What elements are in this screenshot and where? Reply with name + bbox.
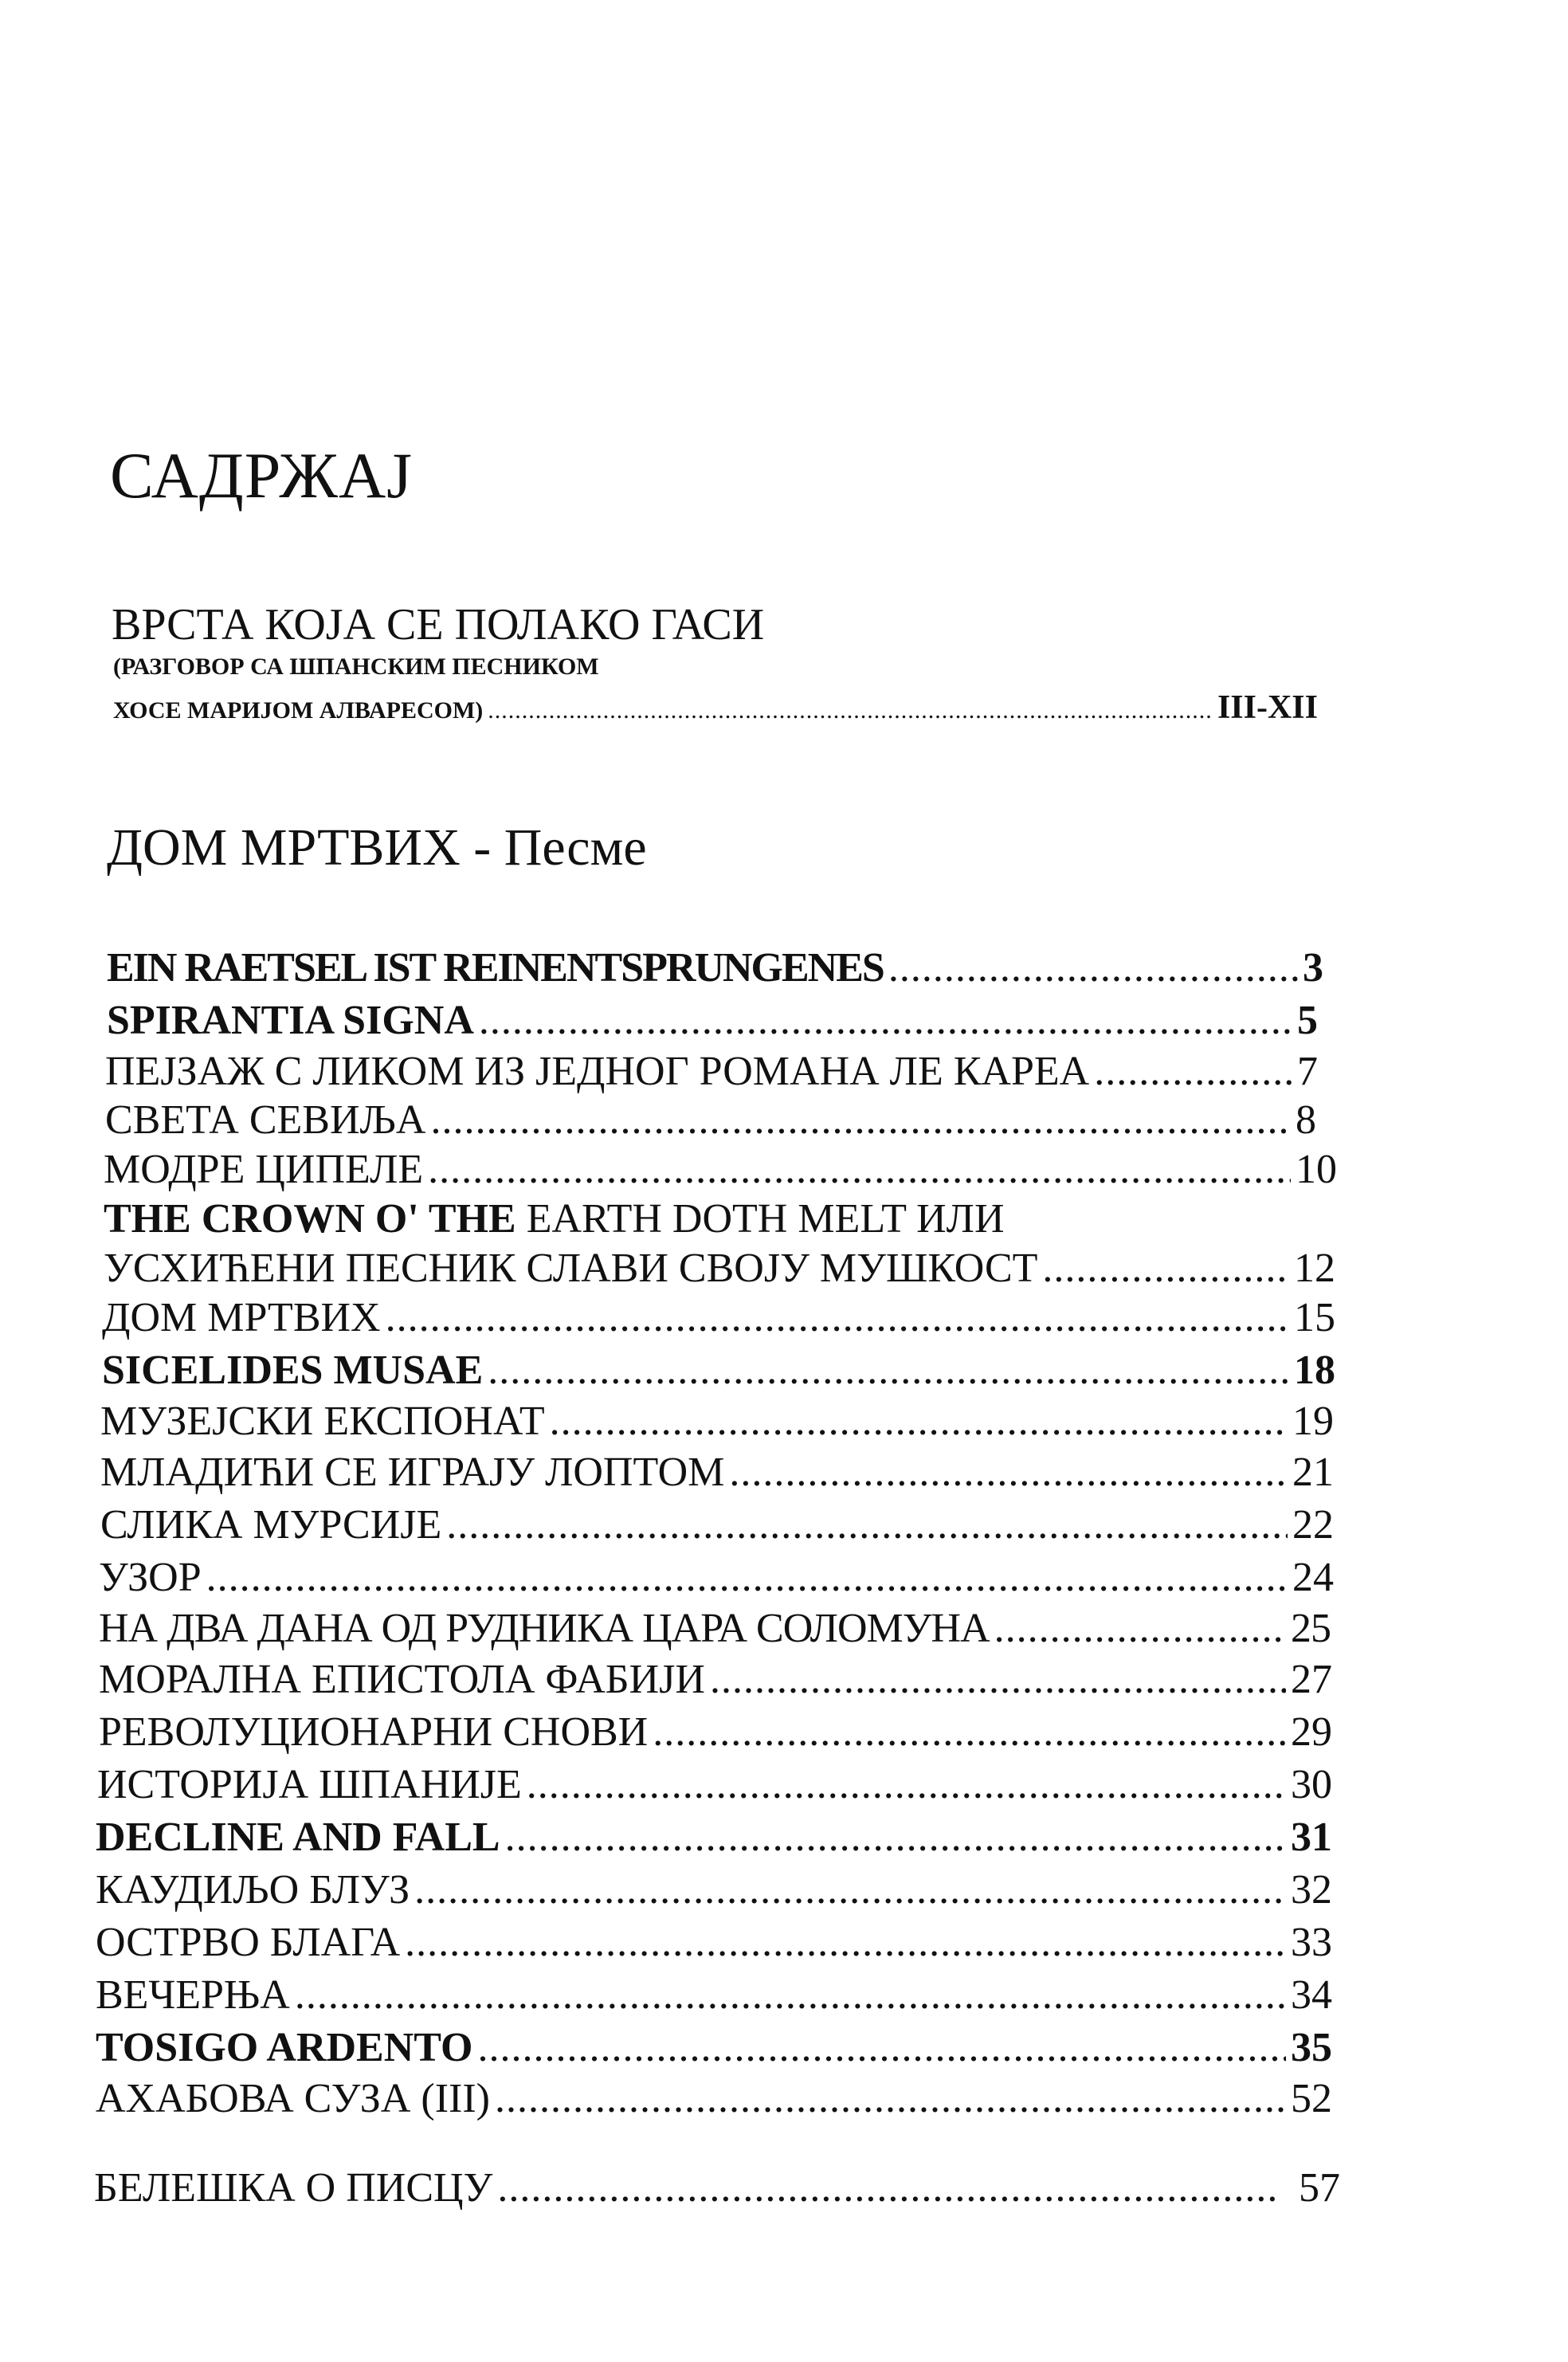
toc-entry-title: МОДРЕ ЦИПЕЛЕ (104, 1147, 424, 1192)
dot-leader (550, 1396, 1288, 1447)
toc-entry-page: 57 (1299, 2165, 1340, 2211)
toc-entry-page: 30 (1291, 1762, 1332, 1807)
toc-entry-title: ИСТОРИЈА ШПАНИЈЕ (97, 1762, 522, 1807)
toc-entry-intro (113, 689, 1318, 726)
toc-entry-page: 19 (1292, 1399, 1334, 1444)
toc-entry-page: 5 (1297, 998, 1318, 1043)
toc-entry-page: 15 (1294, 1295, 1335, 1340)
toc-entry (99, 1552, 1334, 1603)
toc-entry (100, 1447, 1334, 1498)
toc-entry (102, 1345, 1335, 1396)
toc-entry-page: 32 (1291, 1867, 1332, 1913)
dot-leader (1094, 1046, 1292, 1097)
toc-entry (96, 1970, 1332, 2021)
toc-entry (99, 1654, 1332, 1705)
dot-leader (386, 1293, 1289, 1344)
intro-title: ВРСТА КОЈА СЕ ПОЛАКО ГАСИ (112, 600, 765, 649)
toc-entry-page: 33 (1291, 1920, 1332, 1965)
toc-entry-title: МОРАЛНА ЕПИСТОЛА ФАБИЈИ (99, 1657, 705, 1702)
dot-leader (1042, 1243, 1289, 1294)
toc-entry-page: III-XII (1217, 689, 1318, 726)
toc-entry-page: 25 (1291, 1606, 1331, 1651)
toc-entry-page: 10 (1296, 1147, 1337, 1192)
toc-entry (99, 1603, 1331, 1654)
toc-entry-title: НА ДВА ДАНА ОД РУДНИКА ЦАРА СОЛОМУНА (99, 1606, 990, 1651)
toc-entry-page: 7 (1297, 1049, 1318, 1094)
toc-entry-title: АХАБОВА СУЗА (III) (96, 2076, 490, 2121)
toc-entry-page: 21 (1292, 1450, 1334, 1495)
toc-entry (96, 2074, 1332, 2125)
toc-entry-title: МЛАДИЋИ СЕ ИГРАЈУ ЛОПТОМ (100, 1450, 725, 1495)
toc-entry-title: ХОСЕ МАРИЈОМ АЛВАРЕСОМ) (113, 697, 484, 724)
dot-leader (710, 1654, 1286, 1705)
dot-leader (729, 1447, 1288, 1498)
dot-leader (446, 1500, 1288, 1551)
toc-entry-page: 3 (1303, 945, 1322, 991)
toc-entry (100, 1396, 1334, 1447)
dot-leader (994, 1603, 1286, 1654)
toc-entry-page: 27 (1291, 1657, 1332, 1702)
toc-entry (96, 1812, 1332, 1863)
toc-entry (104, 1144, 1337, 1195)
toc-entry-title: ОСТРВО БЛАГА (96, 1920, 401, 1965)
dot-leader (653, 1707, 1286, 1758)
dot-leader (505, 1812, 1286, 1863)
toc-entry-page: 29 (1291, 1709, 1332, 1755)
toc-entry-page: 24 (1292, 1555, 1334, 1600)
toc-entry-footer (94, 2163, 1340, 2214)
dot-leader (477, 2023, 1286, 2074)
toc-entry-title: СВЕТА СЕВИЉА (105, 1097, 426, 1143)
dot-leader (497, 2163, 1280, 2214)
toc-entry-title: ДОМ МРТВИХ (102, 1295, 381, 1340)
toc-entry-page: 8 (1296, 1097, 1316, 1143)
dot-leader (295, 1970, 1286, 2021)
toc-entry (99, 1707, 1332, 1758)
toc-entry-title: SICELIDES MUSAE (102, 1348, 484, 1393)
toc-entry (96, 1865, 1332, 1916)
toc-entry-title: КАУДИЉО БЛУЗ (96, 1867, 410, 1913)
dot-leader (428, 1144, 1291, 1195)
toc-entry-page: 18 (1294, 1348, 1335, 1393)
dot-leader (527, 1760, 1286, 1811)
toc-entry (96, 2023, 1332, 2074)
toc-entry (102, 1293, 1335, 1344)
dot-leader (495, 2074, 1286, 2125)
toc-entry-page: 22 (1292, 1502, 1334, 1548)
toc-entry (96, 1917, 1332, 1968)
toc-entry-title: DECLINE AND FALL (96, 1815, 500, 1860)
toc-entry-continued (104, 1194, 1005, 1245)
dot-leader (488, 1345, 1289, 1396)
toc-entry-page: 12 (1294, 1246, 1335, 1291)
dot-leader (888, 943, 1298, 994)
toc-entry-page: 34 (1291, 1972, 1332, 2018)
intro-subtitle-line1: (РАЗГОВОР СА ШПАНСКИМ ПЕСНИКОМ (113, 653, 599, 680)
dot-leader (206, 1552, 1288, 1603)
dot-leader (479, 995, 1292, 1046)
toc-entry-title: ВЕЧЕРЊА (96, 1972, 290, 2018)
toc-entry-title: УСХИЋЕНИ ПЕСНИК СЛАВИ СВОЈУ МУШКОСТ (104, 1246, 1038, 1291)
toc-entry-title-rest: EARTH DOTH MELT ИЛИ (515, 1196, 1005, 1242)
toc-entry (105, 1095, 1316, 1146)
dot-leader (488, 695, 1213, 727)
dot-leader (414, 1865, 1286, 1916)
toc-entry-title: СЛИКА МУРСИЈЕ (100, 1502, 442, 1548)
toc-entry-title-bold: THE CROWN O' THE (104, 1196, 516, 1242)
dot-leader (430, 1095, 1291, 1146)
toc-entry (105, 1046, 1318, 1097)
toc-entry-page: 35 (1291, 2025, 1332, 2070)
toc-entry-title: РЕВОЛУЦИОНАРНИ СНОВИ (99, 1709, 649, 1755)
toc-entry-title: SPIRANTIA SIGNA (107, 998, 474, 1043)
toc-entry-title: EIN RAETSEL IST REINENTSPRUNGENES (107, 945, 884, 991)
toc-entry (100, 1500, 1334, 1551)
dot-leader (405, 1917, 1286, 1968)
toc-entry (104, 1243, 1335, 1294)
toc-entry-title: TOSIGO ARDENTO (96, 2025, 473, 2070)
toc-entry (107, 995, 1318, 1046)
toc-entry-title: УЗОР (99, 1555, 202, 1600)
toc-entry-title: ПЕЈЗАЖ С ЛИКОМ ИЗ ЈЕДНОГ РОМАНА ЛЕ КАРЕА (105, 1049, 1090, 1094)
page-title: САДРЖАЈ (110, 439, 414, 512)
toc-entry-page: 31 (1291, 1815, 1332, 1860)
toc-entry-title: МУЗЕЈСКИ ЕКСПОНАТ (100, 1399, 545, 1444)
section-title: ДОМ МРТВИХ - Песме (107, 818, 647, 877)
toc-entry (107, 943, 1322, 994)
toc-entry-title: БЕЛЕШКА О ПИСЦУ (94, 2165, 493, 2211)
toc-entry-page: 52 (1291, 2076, 1332, 2121)
toc-entry (97, 1760, 1332, 1811)
